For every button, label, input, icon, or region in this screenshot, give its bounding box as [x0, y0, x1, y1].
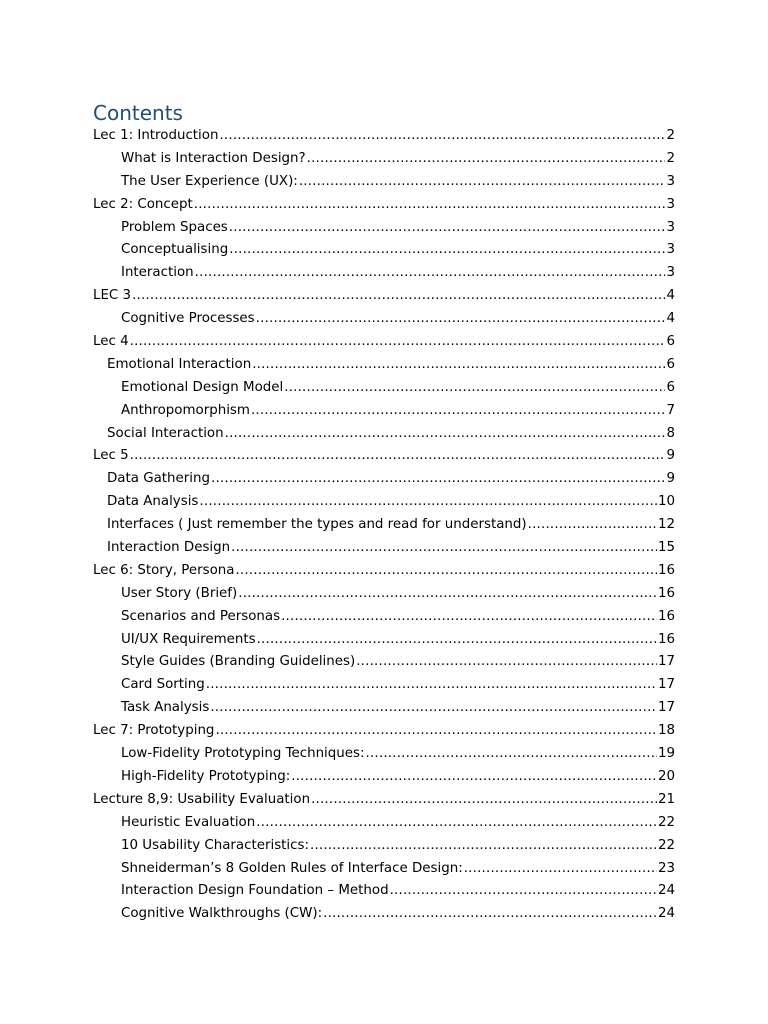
toc-title: Contents [93, 101, 183, 125]
toc-entry-page-number: 3 [666, 173, 675, 189]
toc-dot-leader [130, 445, 666, 468]
toc-entry-label: Shneiderman’s 8 Golden Rules of Interface Design: [121, 860, 463, 876]
toc-dot-leader [215, 720, 657, 743]
toc-entry[interactable] [93, 629, 675, 652]
toc-list [93, 125, 675, 926]
toc-dot-leader [229, 239, 665, 262]
toc-entry-label: Data Gathering [107, 471, 210, 487]
toc-entry-page-number: 2 [666, 150, 675, 166]
toc-entry-page-number: 16 [657, 562, 675, 578]
toc-dot-leader [528, 514, 657, 537]
toc-dot-leader [194, 194, 666, 217]
toc-dot-leader [211, 468, 665, 491]
toc-entry-page-number: 16 [657, 585, 675, 601]
toc-dot-leader [252, 354, 665, 377]
toc-entry-label: The User Experience (UX): [121, 173, 298, 189]
toc-entry-label: Interaction [121, 265, 194, 281]
toc-entry[interactable] [93, 537, 675, 560]
toc-entry-label: Conceptualising [121, 242, 229, 258]
toc-entry-page-number: 6 [666, 379, 675, 395]
toc-dot-leader [256, 308, 666, 331]
toc-entry-label: Task Analysis [121, 700, 210, 716]
toc-entry[interactable] [93, 858, 675, 881]
toc-entry[interactable] [93, 514, 675, 537]
toc-entry-label: Interfaces ( Just remember the types and read for understand) [107, 517, 527, 533]
toc-entry-label: Lec 6: Story, Persona [93, 562, 235, 578]
toc-dot-leader [210, 697, 657, 720]
toc-entry[interactable] [93, 125, 675, 148]
toc-dot-leader [284, 377, 665, 400]
toc-dot-leader [310, 835, 657, 858]
toc-entry[interactable] [93, 239, 675, 262]
toc-entry-label: High-Fidelity Prototyping: [121, 768, 291, 784]
toc-entry-label: 10 Usability Characteristics: [121, 837, 309, 853]
toc-entry[interactable] [93, 560, 675, 583]
toc-entry-label: Low-Fidelity Prototyping Techniques: [121, 746, 365, 762]
toc-entry[interactable] [93, 720, 675, 743]
toc-entry-page-number: 17 [657, 700, 675, 716]
toc-entry-label: Anthropomorphism [121, 402, 250, 418]
toc-entry-page-number: 7 [666, 402, 675, 418]
toc-entry[interactable] [93, 423, 675, 446]
toc-entry[interactable] [93, 217, 675, 240]
toc-entry-label: UI/UX Requirements [121, 631, 256, 647]
toc-dot-leader [307, 148, 666, 171]
toc-dot-leader [281, 606, 657, 629]
toc-entry[interactable] [93, 743, 675, 766]
toc-entry[interactable] [93, 445, 675, 468]
toc-entry-page-number: 23 [657, 860, 675, 876]
toc-dot-leader [238, 583, 657, 606]
toc-entry[interactable] [93, 262, 675, 285]
toc-entry-page-number: 24 [657, 883, 675, 899]
toc-entry-label: Style Guides (Branding Guidelines) [121, 654, 356, 670]
document-page [93, 99, 675, 926]
toc-entry-page-number: 2 [666, 128, 675, 143]
toc-dot-leader [464, 858, 657, 881]
toc-dot-leader [219, 125, 665, 148]
toc-entry[interactable] [93, 766, 675, 789]
toc-entry-page-number: 4 [666, 311, 675, 327]
toc-entry[interactable] [93, 903, 675, 926]
toc-entry[interactable] [93, 194, 675, 217]
toc-dot-leader [366, 743, 657, 766]
toc-entry[interactable] [93, 880, 675, 903]
toc-entry-page-number: 3 [666, 242, 675, 258]
toc-entry-page-number: 3 [666, 219, 675, 235]
toc-entry-page-number: 8 [666, 425, 675, 441]
toc-entry-page-number: 12 [657, 517, 675, 533]
toc-entry-label: Scenarios and Personas [121, 608, 281, 624]
toc-entry-label: Heuristic Evaluation [121, 814, 256, 830]
toc-entry-page-number: 24 [657, 906, 675, 922]
toc-entry-page-number: 18 [657, 723, 675, 739]
toc-entry[interactable] [93, 308, 675, 331]
toc-entry-label: Cognitive Processes [121, 311, 255, 327]
toc-entry-label: User Story (Brief) [121, 585, 238, 601]
toc-dot-leader [132, 285, 665, 308]
toc-entry-page-number: 19 [657, 746, 675, 762]
toc-entry[interactable] [93, 354, 675, 377]
toc-entry-label: Cognitive Walkthroughs (CW): [121, 906, 323, 922]
toc-dot-leader [256, 812, 657, 835]
toc-entry-page-number: 17 [657, 654, 675, 670]
toc-entry[interactable] [93, 697, 675, 720]
toc-entry[interactable] [93, 812, 675, 835]
toc-entry[interactable] [93, 606, 675, 629]
toc-dot-leader [130, 331, 666, 354]
toc-dot-leader [356, 651, 657, 674]
toc-entry-page-number: 17 [657, 677, 675, 693]
toc-entry-page-number: 22 [657, 837, 675, 853]
toc-entry[interactable] [93, 651, 675, 674]
toc-entry-page-number: 6 [666, 334, 675, 350]
toc-dot-leader [251, 400, 666, 423]
toc-entry-label: Lec 2: Concept [93, 196, 193, 212]
toc-dot-leader [199, 491, 657, 514]
toc-entry-page-number: 20 [657, 768, 675, 784]
toc-entry-label: Lecture 8,9: Usability Evaluation [93, 791, 311, 807]
toc-entry-label: Card Sorting [121, 677, 205, 693]
toc-entry-page-number: 22 [657, 814, 675, 830]
toc-dot-leader [206, 674, 657, 697]
toc-dot-leader [311, 789, 657, 812]
toc-entry-label: Lec 4 [93, 334, 129, 350]
toc-entry[interactable] [93, 583, 675, 606]
toc-entry-label: Data Analysis [107, 494, 199, 510]
toc-entry-page-number: 3 [666, 196, 675, 212]
toc-dot-leader [291, 766, 657, 789]
toc-entry[interactable] [93, 491, 675, 514]
toc-dot-leader [225, 423, 666, 446]
toc-entry-page-number: 4 [666, 288, 675, 304]
toc-entry[interactable] [93, 331, 675, 354]
toc-entry[interactable] [93, 468, 675, 491]
toc-entry-label: Lec 5 [93, 448, 129, 464]
toc-entry[interactable] [93, 835, 675, 858]
toc-entry[interactable] [93, 171, 675, 194]
toc-entry-label: LEC 3 [93, 288, 132, 304]
toc-entry-page-number: 10 [657, 494, 675, 510]
toc-entry-page-number: 21 [657, 791, 675, 807]
toc-entry-label: What is Interaction Design? [121, 150, 306, 166]
toc-entry[interactable] [93, 285, 675, 308]
toc-entry[interactable] [93, 400, 675, 423]
toc-dot-leader [195, 262, 666, 285]
toc-entry-page-number: 16 [657, 608, 675, 624]
toc-entry-label: Emotional Design Model [121, 379, 284, 395]
toc-entry-page-number: 15 [657, 540, 675, 556]
toc-entry-page-number: 16 [657, 631, 675, 647]
toc-entry-label: Problem Spaces [121, 219, 228, 235]
toc-entry-label: Emotional Interaction [107, 356, 252, 372]
toc-entry[interactable] [93, 674, 675, 697]
toc-dot-leader [257, 629, 657, 652]
toc-entry[interactable] [93, 789, 675, 812]
toc-entry-label: Lec 7: Prototyping [93, 723, 215, 739]
toc-entry-page-number: 3 [666, 265, 675, 281]
toc-entry-label: Lec 1: Introduction [93, 128, 219, 143]
toc-entry-label: Interaction Design [107, 540, 231, 556]
toc-entry-page-number: 9 [666, 471, 675, 487]
toc-dot-leader [231, 537, 657, 560]
toc-entry[interactable] [93, 148, 675, 171]
toc-dot-leader [229, 217, 666, 240]
toc-dot-leader [390, 880, 657, 903]
toc-dot-leader [235, 560, 656, 583]
toc-entry-page-number: 9 [666, 448, 675, 464]
toc-dot-leader [323, 903, 657, 926]
toc-entry-label: Social Interaction [107, 425, 224, 441]
toc-entry-label: Interaction Design Foundation – Method [121, 883, 389, 899]
toc-entry[interactable] [93, 377, 675, 400]
toc-entry-page-number: 6 [666, 356, 675, 372]
toc-dot-leader [299, 171, 666, 194]
